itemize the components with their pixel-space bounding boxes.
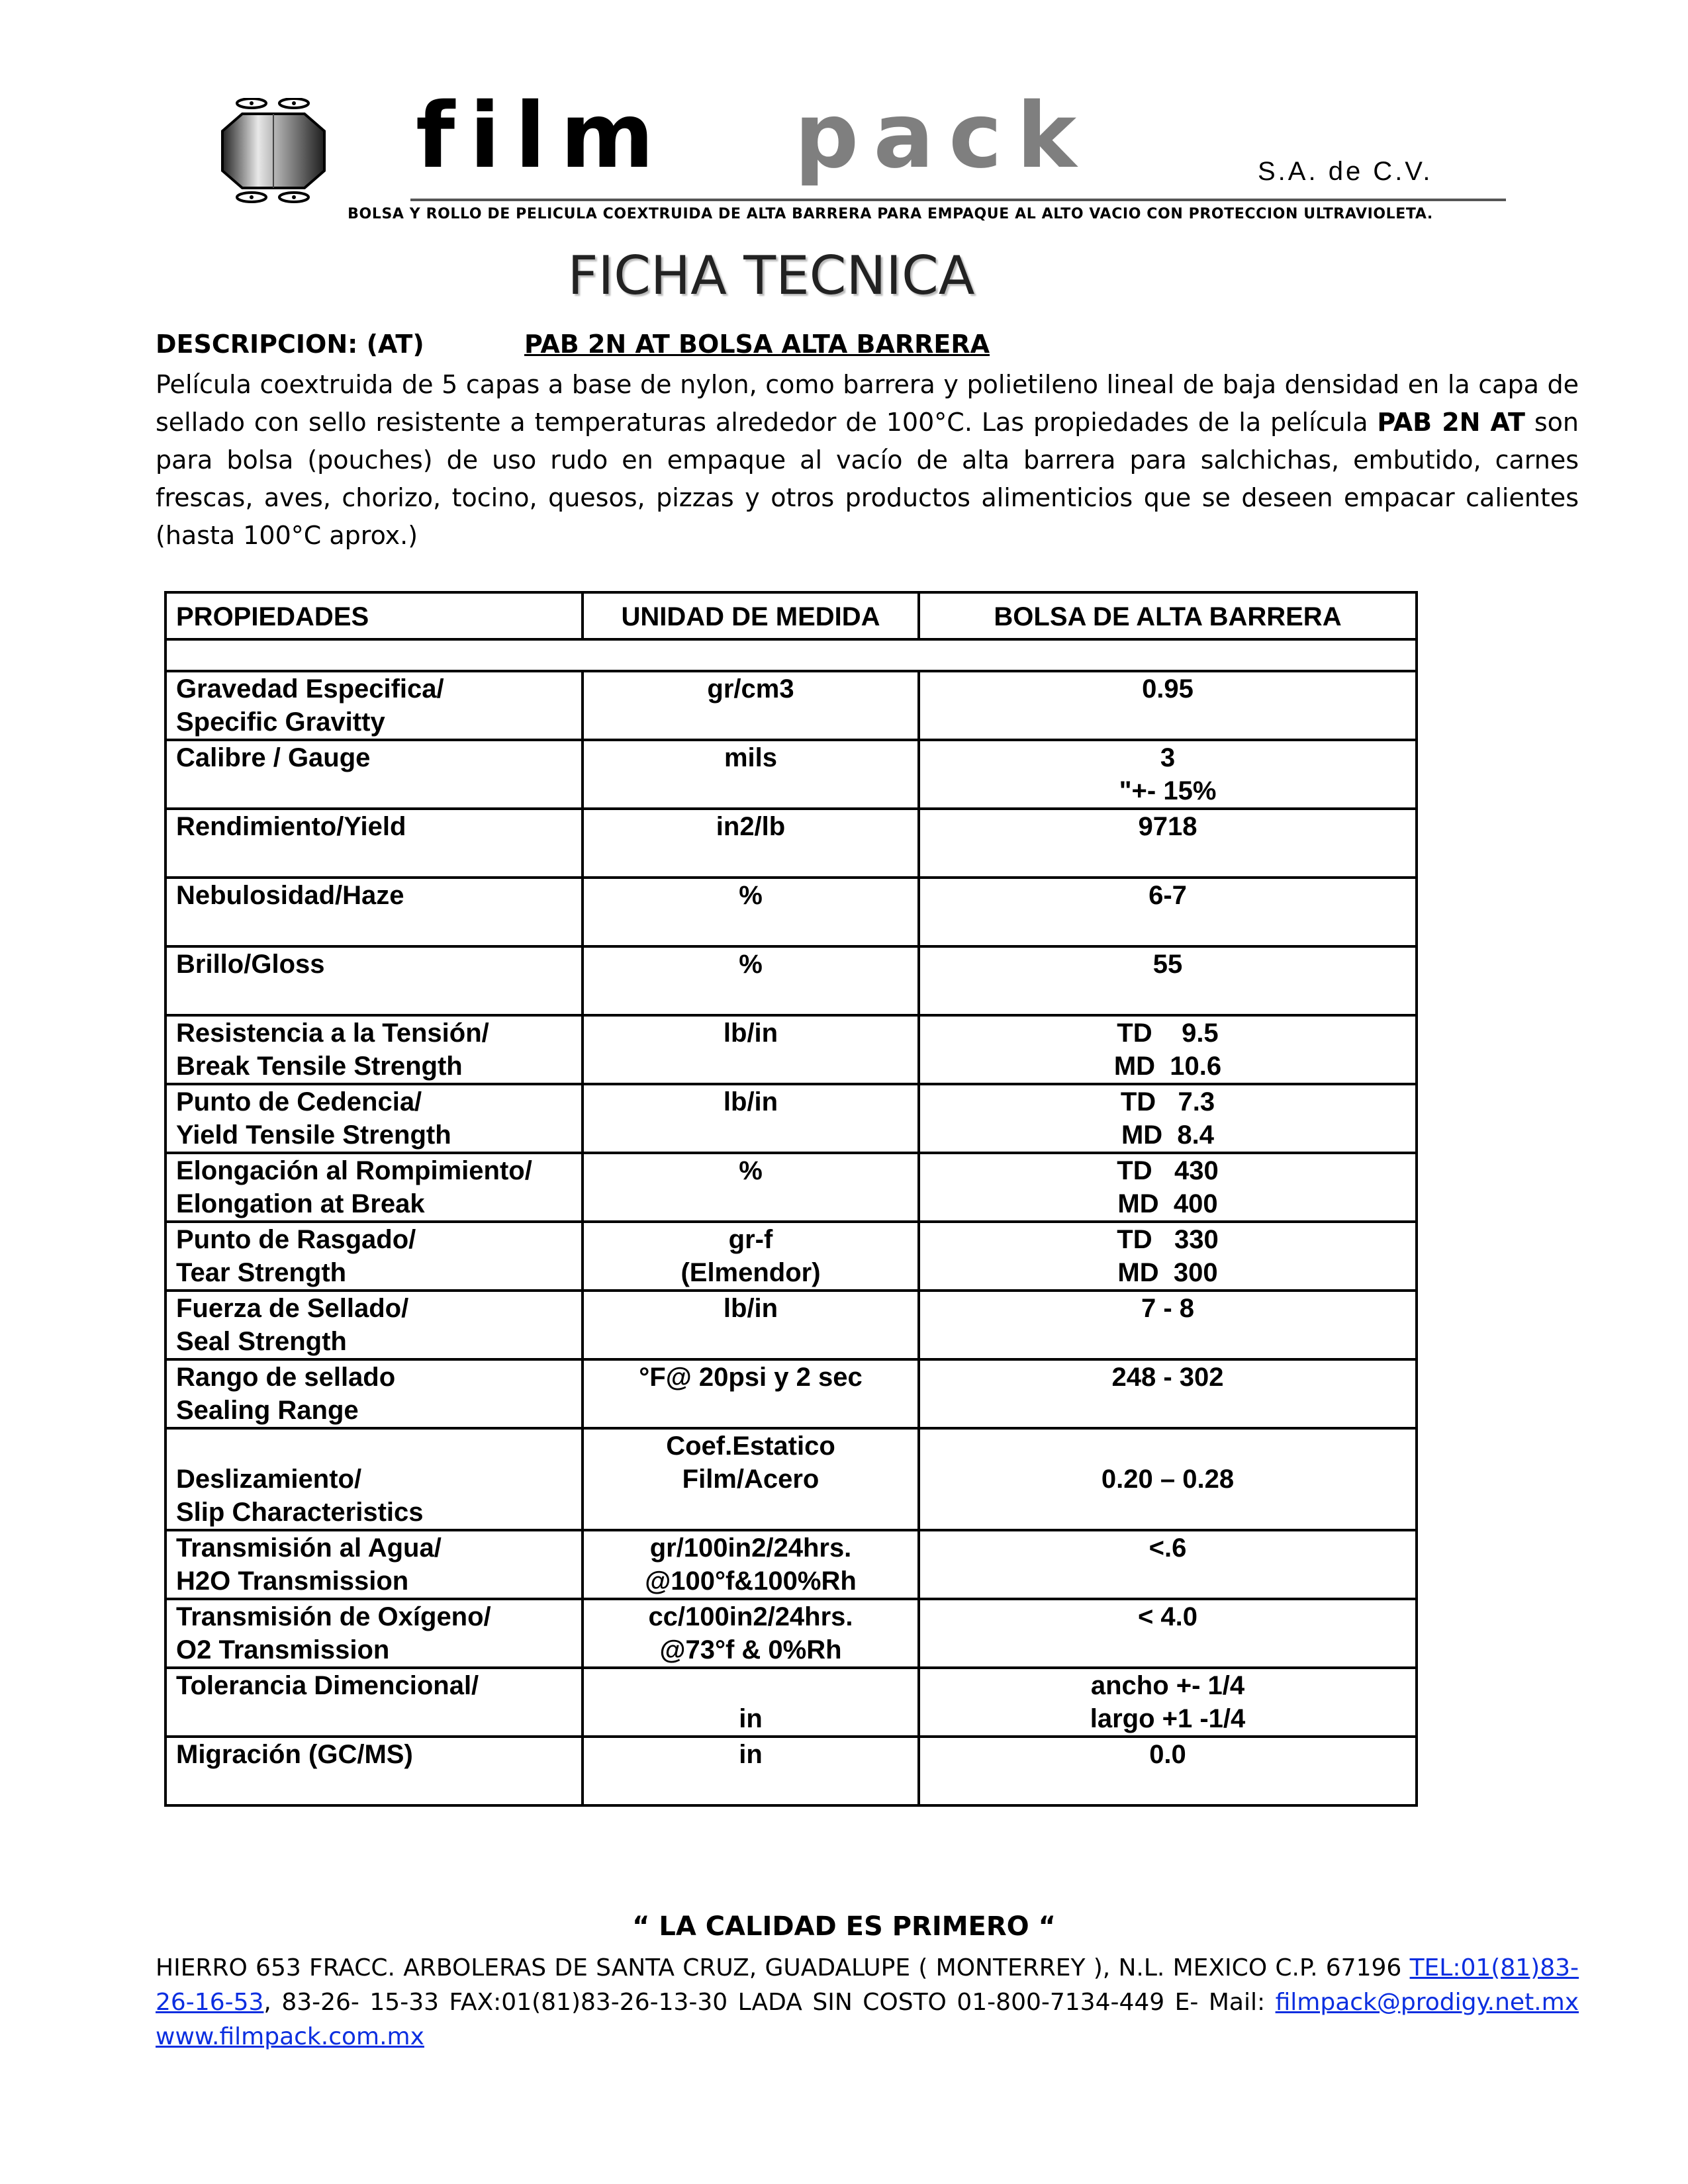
property-cell — [165, 1668, 583, 1737]
unit-cell — [583, 1153, 919, 1222]
property-cell-line: Tolerancia Dimencional/ — [176, 1671, 479, 1700]
property-cell-line: Yield Tensile Strength — [176, 1120, 451, 1150]
value-cell-line: TD 9.5 — [1117, 1019, 1219, 1048]
property-cell-line: Tear Strength — [176, 1258, 347, 1287]
unit-cell-line: lb/in — [723, 1019, 778, 1048]
address-text: HIERRO 653 FRACC. ARBOLERAS DE SANTA CRUZ, GUADALUPE ( MONTERREY ), N.L. MEXICO C.P. 67196 — [156, 1954, 1410, 1981]
unit-cell — [583, 1291, 919, 1359]
value-cell — [919, 1153, 1417, 1222]
property-cell-line: Resistencia a la Tensión/ — [176, 1019, 489, 1048]
property-cell-line: Rango de sellado — [176, 1363, 396, 1392]
value-cell — [919, 1668, 1417, 1737]
property-cell — [165, 878, 583, 946]
page-title: FICHA TECNICA — [567, 245, 975, 306]
unit-cell — [583, 946, 919, 1015]
film-pack-logo-icon — [211, 98, 336, 204]
property-cell — [165, 946, 583, 1015]
unit-cell-line: % — [739, 1156, 763, 1185]
value-cell-line: MD 10.6 — [1113, 1052, 1222, 1081]
unit-cell — [583, 1359, 919, 1428]
property-cell — [165, 1428, 583, 1530]
value-cell — [919, 1291, 1417, 1359]
unit-cell-line: cc/100in2/24hrs. — [648, 1602, 853, 1631]
column-header-value: BOLSA DE ALTA BARRERA — [919, 592, 1417, 639]
table-row — [165, 671, 1417, 740]
unit-cell — [583, 671, 919, 740]
unit-cell-line: gr-f — [728, 1225, 773, 1254]
table-row — [165, 1737, 1417, 1805]
value-cell-line: 7 - 8 — [1141, 1294, 1195, 1323]
unit-cell-line: °F@ 20psi y 2 sec — [639, 1363, 863, 1392]
column-header-unit: UNIDAD DE MEDIDA — [583, 592, 919, 639]
unit-cell-line: (Elmendor) — [680, 1258, 821, 1287]
value-cell — [919, 1359, 1417, 1428]
property-cell — [165, 809, 583, 878]
property-cell-line: Fuerza de Sellado/ — [176, 1294, 409, 1323]
value-cell-line: largo +1 -1/4 — [1090, 1704, 1246, 1733]
property-cell — [165, 1222, 583, 1291]
property-cell-line: Sealing Range — [176, 1396, 359, 1425]
value-cell-line — [920, 1430, 1415, 1463]
property-cell — [165, 1530, 583, 1599]
value-cell-line: ancho +- 1/4 — [1090, 1671, 1245, 1700]
value-cell-line: MD 8.4 — [1121, 1120, 1215, 1150]
table-row — [165, 1530, 1417, 1599]
property-cell-line: Elongación al Rompimiento/ — [176, 1156, 532, 1185]
description-product-code: PAB 2N AT — [1377, 408, 1525, 437]
table-row — [165, 1599, 1417, 1668]
unit-cell — [583, 1015, 919, 1084]
value-cell — [919, 809, 1417, 878]
property-cell-line: H2O Transmission — [176, 1567, 409, 1596]
value-cell-line: MD 400 — [1117, 1189, 1218, 1218]
brand-name-pack: pack — [794, 84, 1092, 189]
table-row — [165, 1359, 1417, 1428]
unit-cell — [583, 1084, 919, 1153]
value-cell-line: "+- 15% — [1119, 776, 1217, 805]
description-label: DESCRIPCION: (AT) — [156, 330, 424, 359]
unit-cell-line: lb/in — [723, 1087, 778, 1116]
value-cell-line: 9718 — [1138, 812, 1197, 841]
unit-cell-line: @100°f&100%Rh — [645, 1567, 857, 1596]
value-cell-line: TD 7.3 — [1120, 1087, 1215, 1116]
value-cell — [919, 1737, 1417, 1805]
unit-cell — [583, 1530, 919, 1599]
property-cell-line: O2 Transmission — [176, 1635, 390, 1664]
brand-name-film: film — [416, 84, 669, 189]
value-cell-line: < 4.0 — [1137, 1602, 1198, 1631]
property-cell-line: Transmisión al Agua/ — [176, 1533, 442, 1563]
table-row — [165, 809, 1417, 878]
property-cell-line: Deslizamiento/ — [176, 1465, 362, 1494]
description-text: son para bolsa (pouches) de uso rudo en empaque al vacío de alta barrera para salchichas, embutido, carnes frescas, aves, chorizo, tocino, quesos, pizzas y otros productos alimenticios que se deseen empacar calientes (hasta 100°C aprox.) — [156, 408, 1579, 550]
unit-cell-line: gr/100in2/24hrs. — [649, 1533, 852, 1563]
table-header-row — [165, 592, 1417, 639]
unit-cell-line: Coef.Estatico — [666, 1432, 835, 1461]
value-cell — [919, 1015, 1417, 1084]
unit-cell-line: Film/Acero — [682, 1465, 820, 1494]
table-row — [165, 1291, 1417, 1359]
property-cell — [165, 1359, 583, 1428]
unit-cell-line: in — [739, 1740, 763, 1769]
table-row — [165, 878, 1417, 946]
value-cell-line: 6-7 — [1149, 881, 1187, 910]
table-row — [165, 1015, 1417, 1084]
table-row — [165, 946, 1417, 1015]
website-line — [156, 2020, 424, 2054]
property-cell — [165, 1599, 583, 1668]
value-cell — [919, 1084, 1417, 1153]
value-cell-line: MD 300 — [1117, 1258, 1218, 1287]
property-cell — [165, 671, 583, 740]
table-spacer-row — [165, 639, 1417, 671]
value-cell-line: <.6 — [1149, 1533, 1187, 1563]
property-cell-line: Nebulosidad/Haze — [176, 881, 404, 910]
brand-company-suffix: S.A. de C.V. — [1258, 157, 1433, 186]
value-cell-line: TD 430 — [1117, 1156, 1219, 1185]
header-divider — [410, 199, 1506, 201]
properties-table — [164, 591, 1418, 1807]
company-tagline: BOLSA Y ROLLO DE PELICULA COEXTRUIDA DE ALTA BARRERA PARA EMPAQUE AL ALTO VACIO CON PROTECCION ULTRAVIOLETA. — [348, 206, 1433, 222]
property-cell-line: Elongation at Break — [176, 1189, 425, 1218]
unit-cell — [583, 740, 919, 809]
property-cell — [165, 1737, 583, 1805]
unit-cell — [583, 809, 919, 878]
property-cell — [165, 1291, 583, 1359]
property-cell-line: Transmisión de Oxígeno/ — [176, 1602, 491, 1631]
unit-cell-line: @73°f & 0%Rh — [659, 1635, 842, 1664]
property-cell-line: Punto de Rasgado/ — [176, 1225, 416, 1254]
property-cell — [165, 1153, 583, 1222]
product-name: PAB 2N AT BOLSA ALTA BARRERA — [524, 330, 990, 359]
description-text: Película coextruida de 5 capas a base de nylon, como barrera y polietileno lineal de baja densidad en la capa de sellado con sello resistente a temperaturas alrededor de 100°C. Las propiedades de la película — [156, 370, 1579, 437]
table-spacer-cell — [165, 639, 1417, 671]
unit-cell-line: % — [739, 881, 763, 910]
value-cell-line: 248 - 302 — [1111, 1363, 1224, 1392]
value-cell — [919, 1599, 1417, 1668]
phone-link[interactable]: TEL:01(81)83-26-16-53 — [156, 1954, 1579, 2016]
unit-cell — [583, 1599, 919, 1668]
value-cell-line: TD 330 — [1117, 1225, 1219, 1254]
unit-cell-line: mils — [724, 743, 778, 772]
unit-cell-line: % — [739, 950, 763, 979]
value-cell-line: 0.95 — [1142, 674, 1194, 704]
property-cell — [165, 1084, 583, 1153]
unit-cell-line — [584, 1669, 917, 1702]
company-motto: “ LA CALIDAD ES PRIMERO “ — [632, 1911, 1056, 1942]
table-row — [165, 1668, 1417, 1737]
description-paragraph — [156, 366, 1579, 555]
value-cell — [919, 878, 1417, 946]
table-body — [165, 639, 1417, 1805]
value-cell — [919, 1222, 1417, 1291]
unit-cell — [583, 878, 919, 946]
table-row — [165, 1222, 1417, 1291]
property-cell-line: Slip Characteristics — [176, 1498, 424, 1527]
property-cell — [165, 740, 583, 809]
property-cell — [165, 1015, 583, 1084]
unit-cell-line: in — [739, 1704, 763, 1733]
value-cell-line: 3 — [1160, 743, 1176, 772]
unit-cell-line: lb/in — [723, 1294, 778, 1323]
property-cell-line — [176, 1430, 581, 1463]
value-cell — [919, 946, 1417, 1015]
property-cell-line: Migración (GC/MS) — [176, 1740, 413, 1769]
unit-cell — [583, 1428, 919, 1530]
table-row — [165, 1428, 1417, 1530]
table-row — [165, 740, 1417, 809]
value-cell — [919, 1530, 1417, 1599]
value-cell — [919, 1428, 1417, 1530]
email-link[interactable]: filmpack@prodigy.net.mx — [1275, 1989, 1579, 2016]
unit-cell-line: gr/cm3 — [707, 674, 794, 704]
property-cell-line: Calibre / Gauge — [176, 743, 371, 772]
column-header-properties: PROPIEDADES — [165, 592, 583, 639]
property-cell-line: Seal Strength — [176, 1327, 347, 1356]
property-cell-line: Punto de Cedencia/ — [176, 1087, 422, 1116]
property-cell-line: Brillo/Gloss — [176, 950, 325, 979]
unit-cell — [583, 1222, 919, 1291]
value-cell — [919, 740, 1417, 809]
property-cell-line: Specific Gravitty — [176, 707, 385, 737]
website-link[interactable]: www.filmpack.com.mx — [156, 2023, 424, 2050]
value-cell-line: 0.20 – 0.28 — [1101, 1465, 1235, 1494]
value-cell-line: 0.0 — [1149, 1740, 1186, 1769]
address-text-contact: , 83-26- 15-33 FAX:01(81)83-26-13-30 LADA SIN COSTO 01-800-7134-449 E- Mail: — [263, 1989, 1276, 2016]
property-cell-line: Rendimiento/Yield — [176, 812, 406, 841]
table-row — [165, 1153, 1417, 1222]
property-cell-line: Gravedad Especifica/ — [176, 674, 444, 704]
value-cell — [919, 671, 1417, 740]
company-address — [156, 1951, 1579, 2020]
unit-cell — [583, 1668, 919, 1737]
property-cell-line: Break Tensile Strength — [176, 1052, 463, 1081]
value-cell-line: 55 — [1152, 950, 1183, 979]
unit-cell-line: in2/lb — [716, 812, 786, 841]
table-row — [165, 1084, 1417, 1153]
unit-cell — [583, 1737, 919, 1805]
